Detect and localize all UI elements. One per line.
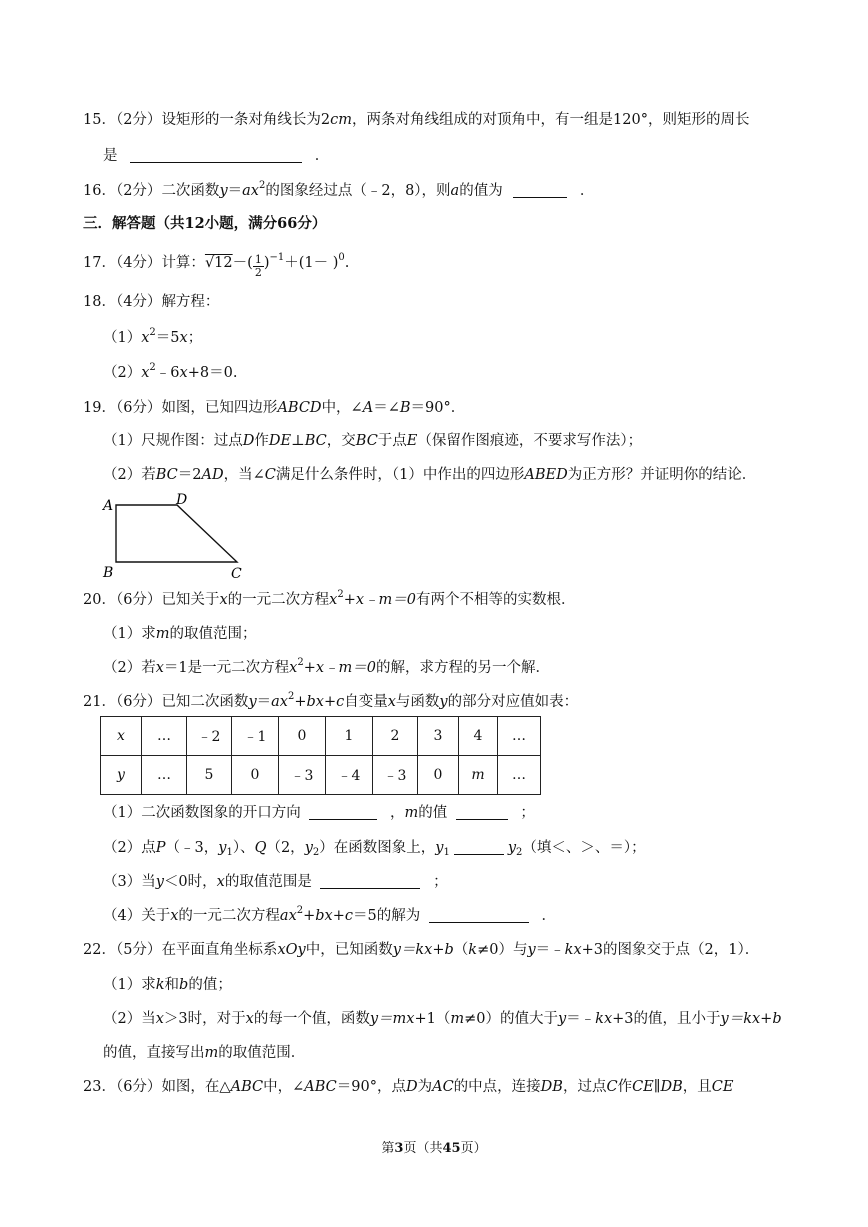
vertex-label-c: C bbox=[231, 566, 242, 580]
q21-part4: （4）关于x的一元二次方程$ax^2+bx+c=5$的解为 ． bbox=[103, 905, 556, 924]
trapezoid-outline bbox=[116, 505, 237, 562]
q19-part1: （1）尺规作图：过点D作DE⊥BC，交BC于点E（保留作图痕迹，不要求写作法）； bbox=[103, 433, 643, 449]
q15-line1: 15．（2分）设矩形的一条对角线长为2cm，两条对角线组成的对顶角中，有一组是120°，则矩形的周长 bbox=[83, 112, 750, 128]
table-cell: ﹣2 bbox=[187, 717, 232, 756]
table-cell: y bbox=[101, 756, 142, 795]
table-row-x bbox=[101, 717, 541, 756]
table-cell: 4 bbox=[459, 717, 498, 756]
table-cell: 5 bbox=[187, 756, 232, 795]
q22-part2-cont: 的值，直接写出m的取值范围． bbox=[103, 1045, 306, 1061]
q15-number: 15． bbox=[83, 112, 116, 128]
q18-line: 18．（4分）解方程： bbox=[83, 294, 220, 310]
q16-number: 16． bbox=[83, 183, 116, 199]
q20-part2: （2）若x＝1是一元二次方程$x^2+x﹣m=0$的解，求方程的另一个解． bbox=[103, 657, 551, 676]
q19-part2: （2）若BC＝2AD，当∠C满足什么条件时，（1）中作出的四边形ABED为正方形？并证明你的结论． bbox=[103, 467, 757, 483]
table-cell: ﹣1 bbox=[232, 717, 279, 756]
fraction-one-half: $\frac{1}{2}$ bbox=[254, 253, 262, 279]
table-cell: 0 bbox=[232, 756, 279, 795]
answer-blank-q15[interactable] bbox=[130, 148, 302, 163]
vertex-label-d: D bbox=[176, 492, 188, 508]
q15-score: （2分） bbox=[115, 112, 162, 128]
q16-line: 16．（2分）二次函数$y=ax^2$的图象经过点（﹣2，8），则a的值为 ． bbox=[83, 180, 595, 199]
q18-part1: $(1)x^2=5x$； bbox=[103, 327, 203, 346]
answer-blank-q16[interactable] bbox=[513, 183, 567, 198]
table-cell: … bbox=[498, 756, 541, 795]
q22-part2: （2）当x＞3时，对于x的每一个值，函数y＝mx+1（m≠0）的值大于y＝﹣kx+3的值，且小于y＝kx+b bbox=[103, 1011, 782, 1027]
page-number: 3 bbox=[394, 1141, 404, 1156]
q21-part2: （2）点P（﹣3，$y_1$）、Q（2，$y_2$）在函数图象上，$y_1$ $y_2$（填＜、＞、＝）； bbox=[103, 840, 646, 858]
table-cell: … bbox=[142, 717, 187, 756]
answer-blank-compare[interactable] bbox=[454, 840, 504, 855]
q20-part1: （1）求m的取值范围； bbox=[103, 626, 257, 642]
table-cell: 0 bbox=[279, 717, 326, 756]
table-cell: … bbox=[498, 717, 541, 756]
page-footer: 第3页（共45页） bbox=[381, 1141, 487, 1156]
table-cell: 2 bbox=[373, 717, 418, 756]
q15-line2: 是 ． bbox=[103, 148, 330, 164]
q21-line: 21．（6分）已知二次函数$y=ax^2+bx+c$自变量x与函数y的部分对应值如表： bbox=[83, 691, 579, 710]
q19-line: 19．（6分）如图，已知四边形ABCD中，∠A＝∠B＝90°． bbox=[83, 400, 466, 416]
table-cell: 1 bbox=[326, 717, 373, 756]
q17-line: 17．（4分）计算：√12－( $\frac{1}{2}$ )$^{-1}+(1- )^0$. bbox=[83, 252, 350, 279]
table-cell: 0 bbox=[418, 756, 459, 795]
answer-blank-m[interactable] bbox=[456, 805, 508, 820]
vertex-label-b: B bbox=[103, 565, 114, 580]
q18-part2: $(2)x^2﹣6x+8=0$. bbox=[103, 362, 238, 381]
answer-blank-solution[interactable] bbox=[429, 908, 529, 923]
q21-part1: （1）二次函数图象的开口方向 ，m的值 ； bbox=[103, 805, 535, 821]
page-total: 45 bbox=[442, 1141, 461, 1156]
q23-line: 23．（6分）如图，在△ABC中，∠ABC＝90°，点D为AC的中点，连接DB，过点C作CE∥DB，且CE bbox=[83, 1079, 734, 1095]
answer-blank-opening[interactable] bbox=[309, 805, 377, 820]
q16-score: （2分） bbox=[115, 183, 162, 199]
section-heading: 三．解答题（共12小题，满分66分） bbox=[83, 215, 327, 232]
q22-line: 22．（5分）在平面直角坐标系xOy中，已知函数y＝kx+b（k≠0）与y＝﹣kx+3的图象交于点（2，1）． bbox=[83, 942, 760, 958]
vertex-label-a: A bbox=[103, 498, 114, 514]
table-cell: … bbox=[142, 756, 187, 795]
table-cell: x bbox=[101, 717, 142, 756]
answer-blank-range[interactable] bbox=[320, 874, 420, 889]
value-table bbox=[100, 716, 541, 795]
q22-part1: （1）求k和b的值； bbox=[103, 977, 232, 993]
table-cell: 3 bbox=[418, 717, 459, 756]
table-cell: m bbox=[459, 756, 498, 795]
q21-part3: （3）当y＜0时，x的取值范围是 ； bbox=[103, 874, 448, 890]
table-row-y bbox=[101, 756, 541, 795]
trapezoid-figure bbox=[100, 492, 250, 580]
table-cell: ﹣3 bbox=[279, 756, 326, 795]
table-cell: ﹣3 bbox=[373, 756, 418, 795]
q20-line: 20．（6分）已知关于x的一元二次方程$x^2+x﹣m=0$有两个不相等的实数根． bbox=[83, 589, 576, 608]
table-cell: ﹣4 bbox=[326, 756, 373, 795]
